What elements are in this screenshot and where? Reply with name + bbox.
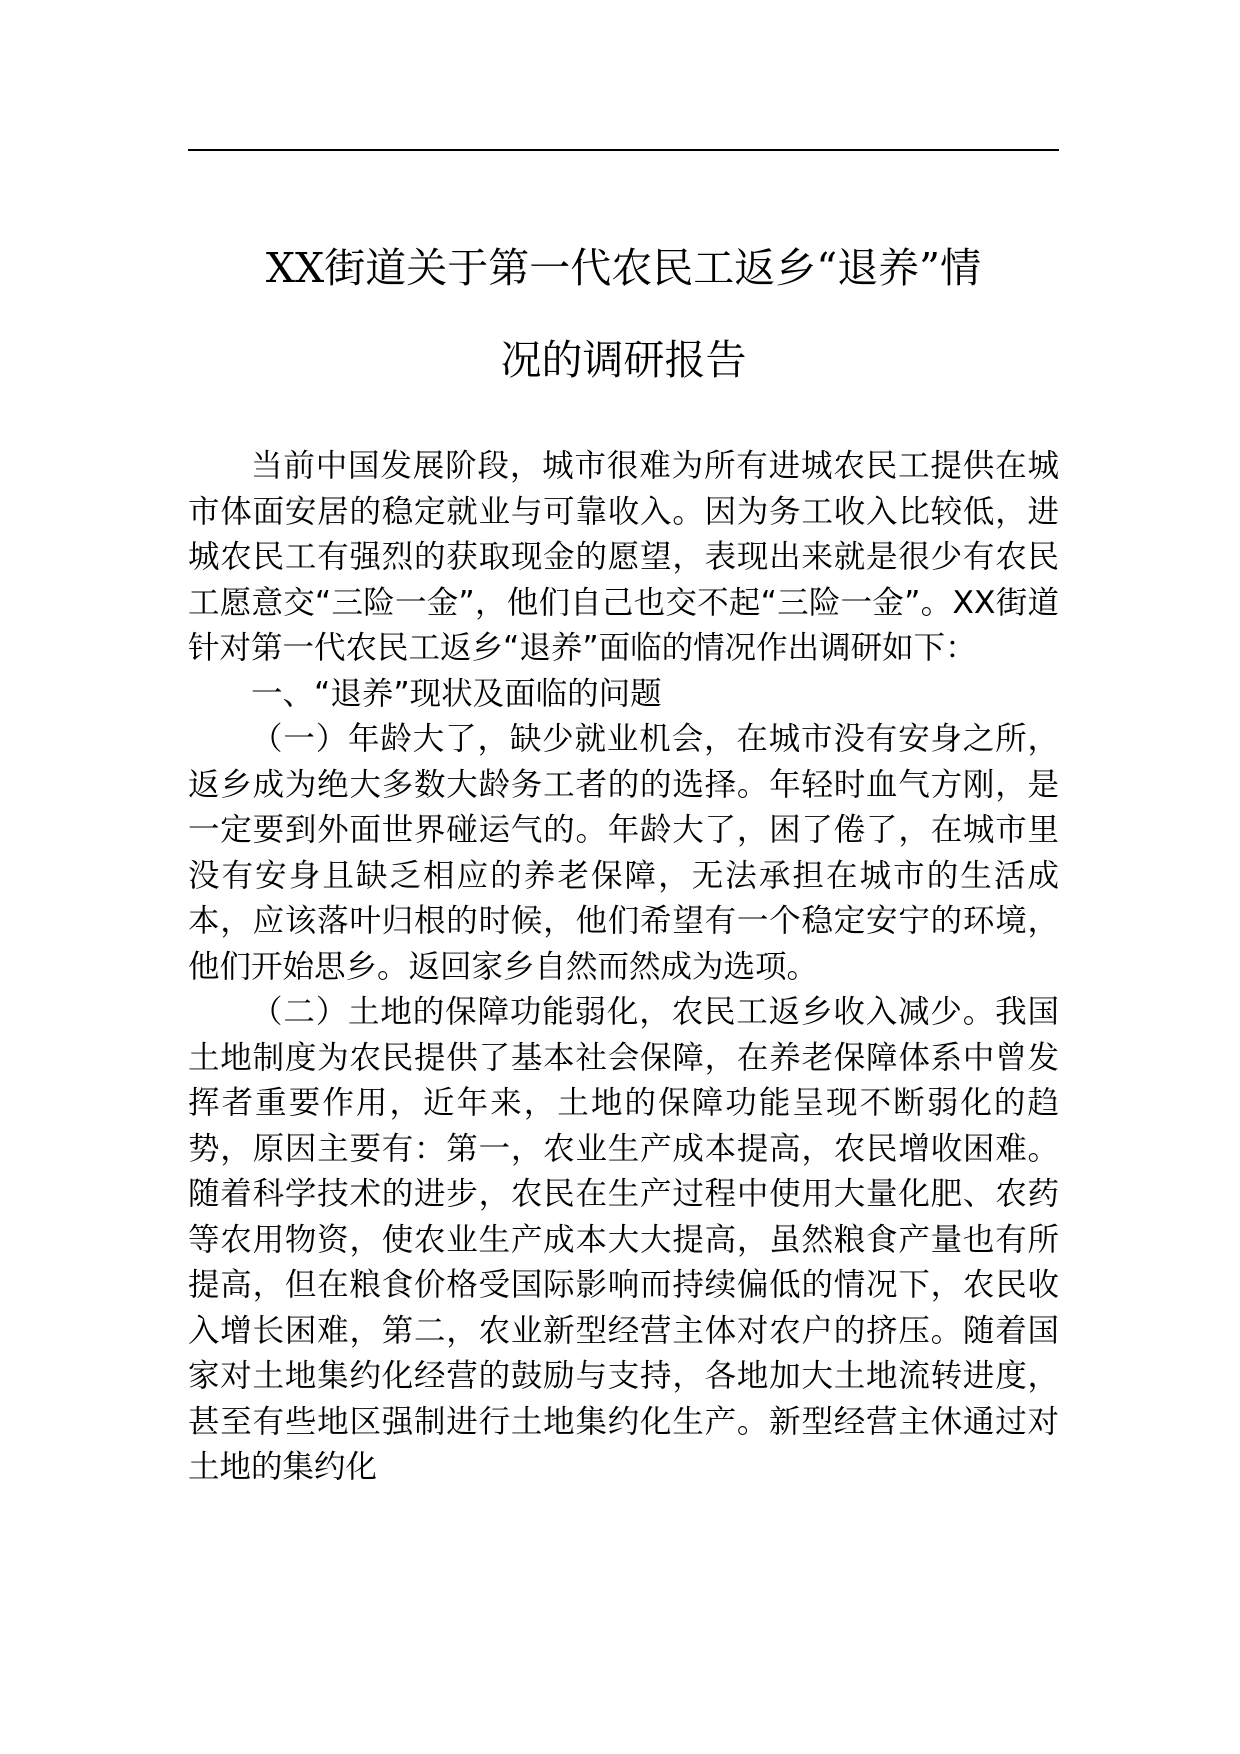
title-line-1: XX街道关于第一代农民工返乡“退养”情 (265, 244, 982, 292)
section-heading-1: 一、“退养”现状及面临的问题 (251, 675, 662, 712)
header-rule (188, 149, 1059, 151)
paragraph-2: （二）土地的保障功能弱化，农民工返乡收入减少。我国土地制度为农民提供了基本社会保障，在养老保障体系中曾发挥者重要作用，近年来，土地的保障功能呈现不断弱化的趋势，原因主要有：第一，农业生产成本提高，农民增收困难。随着科学技术的进步，农民在生产过程中使用大量化肥、农药等农用物资，使农业生产成本大大提高，虽然粮食产量也有所提高，但在粮食价格受国际影响而持续偏低的情况下，农民收入增长困难，第二，农业新型经营主体对农户的挤压。随着国家对土地集约化经营的鼓励与支持，各地加大土地流转进度，甚至有些地区强制进行土地集约化生产。新型经营主休通过对土地的集约化 (188, 994, 1059, 1485)
paragraph-intro: 当前中国发展阶段，城市很难为所有进城农民工提供在城市体面安居的稳定就业与可靠收入。因为务工收入比较低，进城农民工有强烈的获取现金的愿望，表现出来就是很少有农民工愿意交“三险一金”，他们自己也交不起“三险一金”。XX街道针对第一代农民工返乡“退养”面临的情况作出调研如下： (188, 448, 1059, 666)
paragraph-1: （一）年龄大了，缺少就业机会，在城市没有安身之所，返乡成为绝大多数大龄务工者的的选择。年轻时血气方刚，是一定要到外面世界碰运气的。年龄大了，困了倦了，在城市里没有安身且缺乏相应的养老保障，无法承担在城市的生活成本，应该落叶归根的时候，他们希望有一个稳定安宁的环境，他们开始思乡。返回家乡自然而然成为选项。 (188, 721, 1059, 985)
document-body (188, 444, 1059, 1491)
document-title (188, 222, 1059, 406)
title-line-2: 况的调研报告 (500, 336, 747, 384)
